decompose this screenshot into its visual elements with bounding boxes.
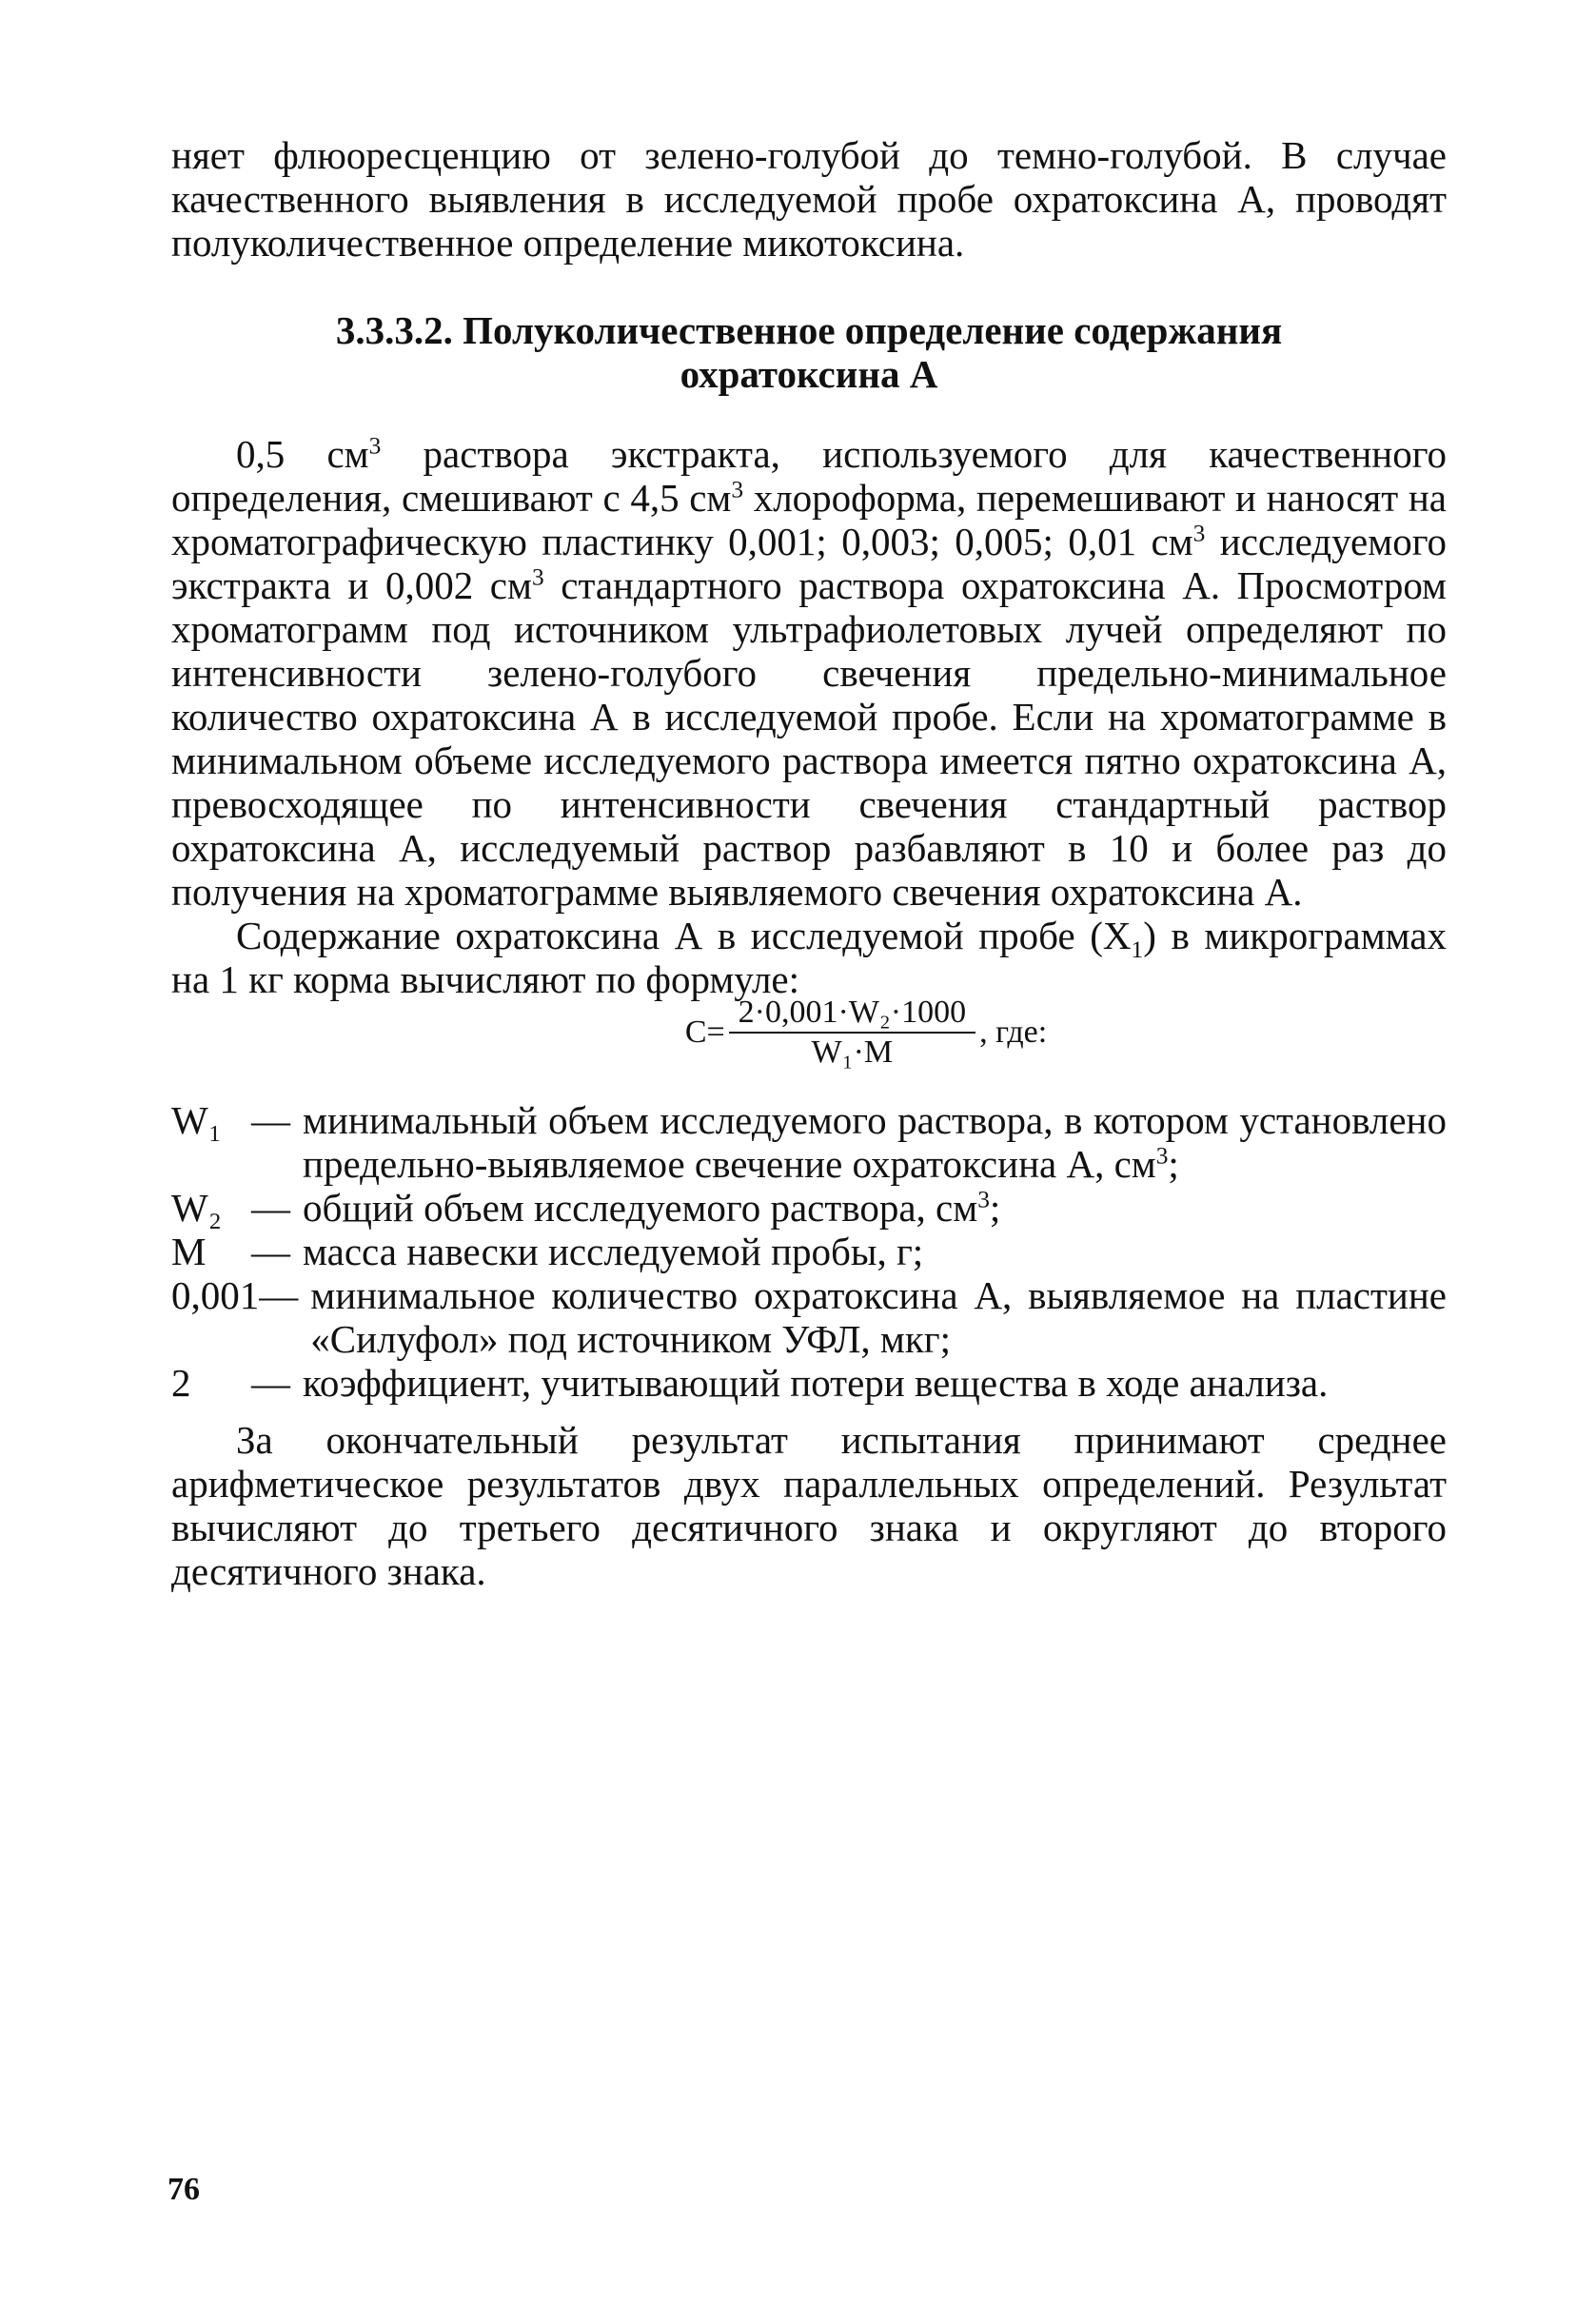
- definition-text: коэффициент, учитывающий потери вещества в ходе анализа.: [303, 1361, 1329, 1405]
- definition-text: общий объем исследуемого раствора, $см^3$;: [303, 1186, 1001, 1230]
- formula-numerator: 2·0,001·W₂·1000: [729, 995, 975, 1034]
- definition-item: [171, 1361, 1447, 1405]
- definition-dash: —: [259, 1273, 299, 1317]
- definition-item: [171, 1098, 1447, 1186]
- page-number: 76: [167, 2172, 200, 2207]
- section-heading-line-1: 3.3.3.2. Полуколичественное определение содержания: [335, 308, 1283, 352]
- definition-term: 2: [171, 1361, 191, 1405]
- definition-dash: —: [251, 1361, 290, 1405]
- definition-text: минимальный объем исследуемого раствора, в котором установлено предельно-выявляемое свечение охратоксина А, $см^3$;: [303, 1098, 1447, 1186]
- definition-term: 0,001: [171, 1273, 260, 1317]
- definition-dash: —: [251, 1098, 290, 1142]
- formula-denominator: W₁·M: [811, 1034, 894, 1070]
- definition-term: W₂: [171, 1186, 222, 1230]
- concentration-formula: [286, 995, 1447, 1070]
- section-heading: [171, 308, 1447, 396]
- formula-tail: , где:: [979, 1015, 1048, 1050]
- formula-fraction: [729, 995, 975, 1070]
- definition-term: M: [171, 1230, 207, 1273]
- definition-text: масса навески исследуемой пробы, г;: [303, 1230, 924, 1273]
- section-heading-line-2: охратоксина А: [680, 352, 938, 396]
- document-page: [171, 133, 1447, 1593]
- procedure-paragraph: 0,5 $см^3$ раствора экстракта, используемого для качественного определения, смешивают с 4,5 $см^3$ хлороформа, перемешивают и наносят на хроматографическую пластинку 0,001; 0,003; 0,005; 0,01 $см^3$ исследуемого экстракта и 0,002 $см^3$ стандартного раствора охратоксина А. Просмотром хроматограмм под источником ультрафиолетовых лучей определяют по интенсивности зелено-голубого свечения предельно-минимальное количество охратоксина А в исследуемой пробе. Если на хроматограмме в минимальном объеме исследуемого раствора имеется пятно охратоксина А, превосходящее по интенсивности свечения стандартный раствор охратоксина А, исследуемый раствор разбавляют в 10 и более раз до получения на хроматограмме выявляемого свечения охратоксина А.: [171, 432, 1447, 914]
- variable-definitions: [171, 1098, 1447, 1405]
- definition-item: [171, 1230, 1447, 1273]
- conclusion-paragraph: За окончательный результат испытания принимают среднее арифметическое результатов двух параллельных определений. Результат вычисляют до третьего десятичного знака и округляют до второго десятичного знака.: [171, 1418, 1447, 1593]
- definition-item: [171, 1186, 1447, 1230]
- formula-intro-paragraph: Содержание охратоксина А в исследуемой пробе $(X_1)$ в микрограммах на 1 кг корма вычисляют по формуле:: [171, 914, 1448, 1001]
- definition-text: минимальное количество охратоксина А, выявляемое на пластине «Силуфол» под источником УФЛ, мкг;: [310, 1273, 1447, 1361]
- definition-dash: —: [251, 1230, 290, 1273]
- formula-lhs: C=: [684, 1015, 725, 1050]
- intro-paragraph: няет флюоресценцию от зелено-голубой до темно-голубой. В случае качественного выявления в исследуемой пробе охратоксина А, проводят полуколичественное определение микотоксина.: [171, 133, 1447, 265]
- definition-term: W₁: [171, 1098, 222, 1142]
- definition-item: [171, 1273, 1447, 1361]
- definition-dash: —: [251, 1186, 290, 1230]
